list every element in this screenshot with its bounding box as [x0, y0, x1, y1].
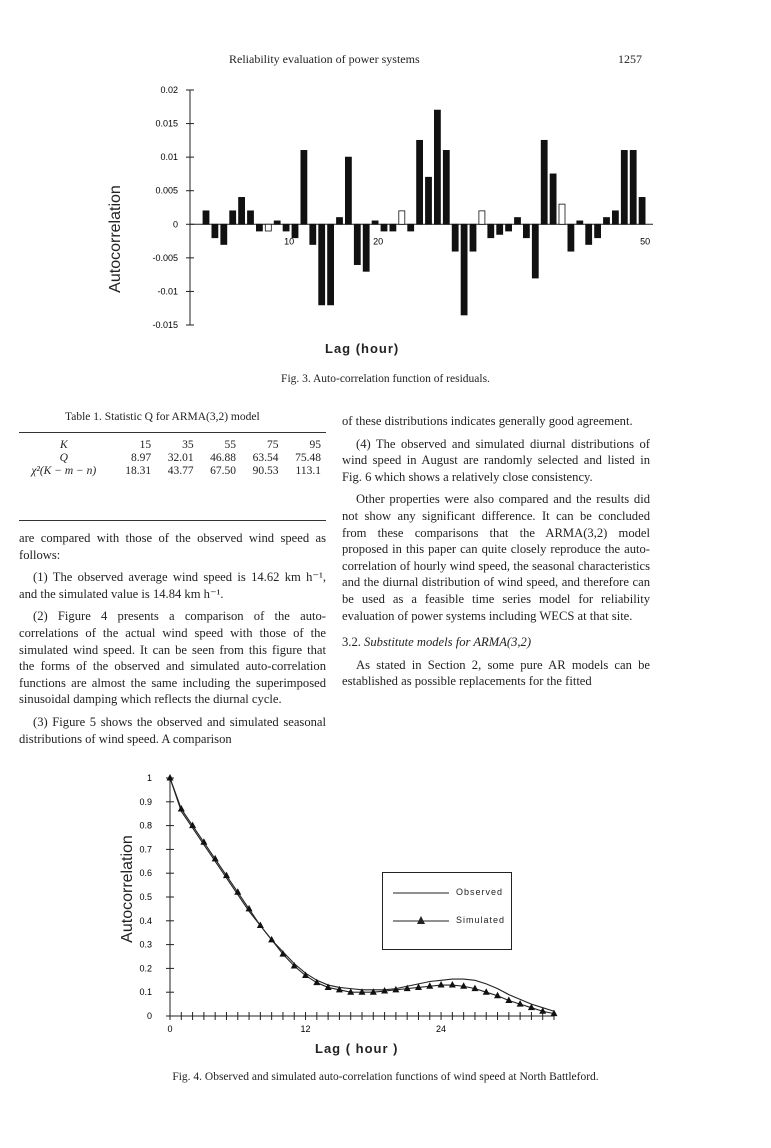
residual-bar [310, 224, 316, 244]
residual-bar [586, 224, 592, 244]
residual-bar [523, 224, 529, 237]
y-tick-label: -0.01 [157, 286, 178, 297]
residual-bar [515, 218, 521, 225]
x-tick-label: 0 [167, 1024, 173, 1034]
table1-top-rule [19, 432, 326, 433]
x-tick-label: 20 [373, 236, 384, 247]
table1-bottom-rule [19, 520, 326, 521]
residual-bar [417, 140, 423, 224]
residual-bar [452, 224, 458, 251]
y-tick-label: 0 [146, 1011, 152, 1021]
y-tick-label: -0.015 [152, 320, 178, 330]
y-tick-label: 0.015 [155, 118, 178, 129]
simulated-point [438, 981, 445, 988]
section-title: Substitute models for ARMA(3,2) [364, 635, 532, 650]
y-tick-label: 0.9 [139, 796, 152, 807]
residual-bar [363, 224, 369, 271]
residual-bar [604, 218, 610, 225]
simulated-point [167, 774, 174, 781]
left-paragraph-3: (2) Figure 4 presents a comparison of the auto-correlations of the actual wind speed with those of the simulated wind speed. It can be seen from this figure that the forms of the observed and simulated auto-correlation functions are almost the same including the superimposed sinusoidal damping which reflects the diurnal cycle. [19, 609, 326, 707]
left-column [19, 530, 326, 753]
residual-bar [497, 224, 503, 234]
residual-bar [506, 224, 512, 231]
simulated-point [449, 981, 456, 988]
residual-bar [408, 224, 414, 231]
residual-bar [639, 197, 645, 224]
residual-bar [319, 224, 325, 305]
residual-bar [372, 221, 378, 224]
fig3-x-axis-label: Lag (hour) [325, 341, 400, 356]
figure-3 [108, 80, 668, 360]
residual-bar [621, 150, 627, 224]
residual-bar [256, 224, 262, 231]
y-tick-label: 0.5 [139, 892, 152, 902]
residual-bar [488, 224, 494, 237]
residual-bar [248, 211, 254, 224]
residual-bar [239, 197, 245, 224]
residual-bar [265, 224, 271, 231]
right-paragraph-2: (4) The observed and simulated diurnal distributions of wind speed in August are randomly selected and listed in Fig. 6 which shows a relatively close consistency. [342, 436, 650, 484]
table-row: χ²(K − m − n) 18.31 43.77 67.50 90.53 113.1 [31, 465, 321, 477]
simulated-point [178, 805, 185, 812]
y-tick-label: 0.4 [139, 915, 152, 926]
right-paragraph-3: Other properties were also compared and the results did not show any significant difference. It can be concluded from these comparisons that the ARMA(3,2) model proposed in this paper can quite closely reproduce the auto-correlation of hourly wind speed, the seasonal characteristics and the diurnal distribution of wind speed, and therefore can be used as a feasible time series model for reliability evaluation of power systems including WECS at that site. [342, 492, 650, 623]
legend-simulated-label: Simulated [456, 915, 506, 925]
x-tick-label: 12 [300, 1024, 311, 1034]
y-tick-label: 0.6 [139, 868, 152, 879]
residual-bar [541, 140, 547, 224]
y-tick-label: 0.02 [160, 85, 178, 95]
y-tick-label: 0.01 [160, 152, 178, 163]
residual-bar [301, 150, 307, 224]
y-tick-label: 0.7 [139, 844, 152, 855]
running-title: Reliability evaluation of power systems [229, 52, 420, 66]
y-tick-label: 0.8 [139, 820, 152, 831]
figure-4 [108, 760, 578, 1050]
residual-bar [479, 211, 485, 224]
residual-bar [345, 157, 351, 224]
fig4-caption: Fig. 4. Observed and simulated auto-correlation functions of wind speed at North Battleford. [172, 1071, 599, 1083]
residual-bar [612, 211, 618, 224]
residual-bar [559, 204, 565, 224]
residual-bar [274, 221, 280, 224]
fig4-x-axis-label: Lag ( hour ) [315, 1041, 399, 1056]
residual-bar [381, 224, 387, 231]
left-paragraph-1: are compared with those of the observed wind speed as follows: [19, 531, 326, 562]
residual-bar [426, 177, 432, 224]
table-row: K 15 35 55 75 95 [59, 439, 321, 451]
residual-bar [283, 224, 289, 231]
residual-bar [443, 150, 449, 224]
right-paragraph-4: As stated in Section 2, some pure AR models can be established as possible replacements for the fitted [342, 657, 650, 689]
simulated-point [313, 979, 320, 986]
left-paragraph-4: (3) Figure 5 shows the observed and simulated seasonal distributions of wind speed. A comparison [19, 714, 326, 746]
residual-bar [532, 224, 538, 278]
residual-bar [595, 224, 601, 237]
residual-bar [550, 174, 556, 224]
y-tick-label: 0.3 [139, 939, 152, 950]
page-number: 1257 [618, 52, 642, 66]
x-tick-label: 50 [640, 236, 651, 247]
section-heading [342, 634, 650, 651]
residual-bar [630, 150, 636, 224]
legend-observed-label: Observed [456, 887, 504, 897]
x-tick-label: 10 [284, 236, 295, 247]
residual-bar [461, 224, 467, 315]
y-tick-label: 0.005 [155, 185, 178, 196]
residual-bar [230, 211, 236, 224]
fig4-legend [382, 872, 512, 950]
fig3-caption: Fig. 3. Auto-correlation function of residuals. [281, 373, 490, 385]
y-tick-label: 1 [146, 773, 152, 783]
residual-bar [434, 110, 440, 224]
residual-bar [221, 224, 227, 244]
legend-swatches [393, 885, 451, 935]
x-tick-label: 24 [436, 1024, 447, 1034]
right-column [342, 413, 650, 696]
residual-bar [203, 211, 209, 224]
table-row: Q 8.97 32.01 46.88 63.54 75.48 [59, 452, 321, 464]
y-tick-label: 0.1 [139, 987, 152, 998]
residual-bar [399, 211, 405, 224]
residual-bar [568, 224, 574, 251]
y-tick-label: 0.2 [139, 963, 152, 974]
fig3-chart [108, 80, 668, 360]
triangle-marker-icon [417, 916, 425, 924]
right-paragraph-1: of these distributions indicates generally good agreement. [342, 414, 633, 428]
residual-bar [212, 224, 218, 237]
section-number: 3.2. [342, 635, 361, 650]
y-tick-label: 0 [172, 219, 178, 230]
fig4-y-axis-label: Autocorrelation [119, 835, 136, 943]
residual-bar [577, 221, 583, 224]
residual-bar [328, 224, 334, 305]
residual-bar [337, 218, 343, 225]
table1-title: Table 1. Statistic Q for ARMA(3,2) model [65, 411, 260, 423]
residual-bar [470, 224, 476, 251]
fig3-y-axis-label: Autocorrelation [107, 185, 124, 293]
table1 [19, 439, 326, 478]
y-tick-label: -0.005 [152, 252, 178, 263]
left-paragraph-2: (1) The observed average wind speed is 14.62 km h⁻¹, and the simulated value is 14.84 km h⁻¹. [19, 570, 326, 601]
residual-bar [390, 224, 396, 231]
residual-bar [354, 224, 360, 264]
